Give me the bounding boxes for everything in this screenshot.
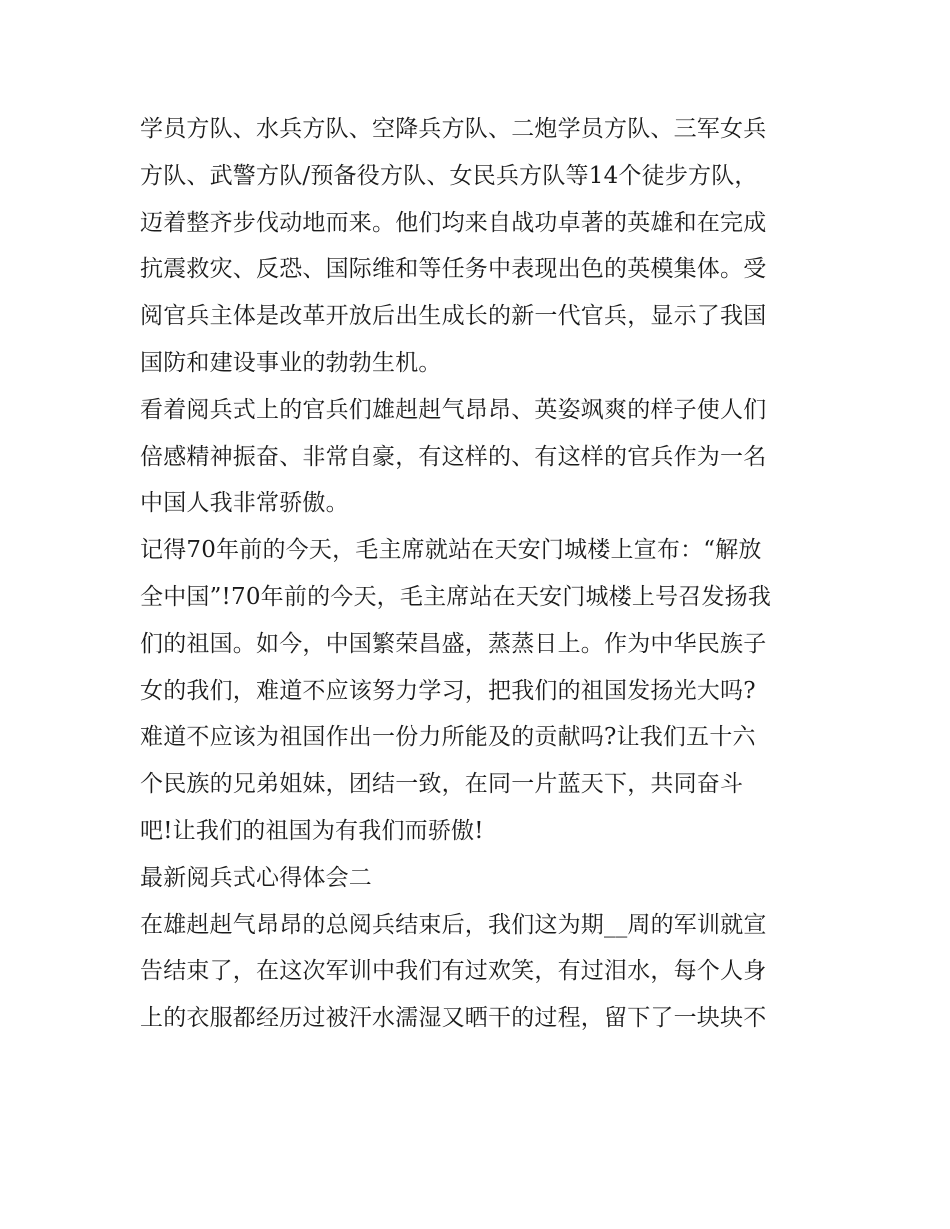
text-line: 告结束了，在这次军训中我们有过欢笑，有过泪水，每个人身	[140, 958, 767, 985]
text-line: 个民族的兄弟姐妹，团结一致，在同一片蓝天下，共同奋斗	[140, 771, 744, 798]
section-heading: 最新阅兵式心得体会二	[140, 864, 372, 891]
text-line: 在雄赳赳气昂昂的总阅兵结束后，我们这为期__周的军训就宣	[140, 911, 767, 938]
text-line: 女的我们，难道不应该努力学习，把我们的祖国发扬光大吗?	[140, 677, 756, 704]
text-line: 学员方队、水兵方队、空降兵方队、二炮学员方队、三军女兵	[140, 116, 767, 142]
text-line: 难道不应该为祖国作出一份力所能及的贡献吗?让我们五十六	[140, 724, 756, 751]
text-line: 全中国”!70年前的今天，毛主席站在天安门城楼上号召发扬我	[140, 583, 772, 610]
text-line: 方队、武警方队/预备役方队、女民兵方队等14个徒步方队，	[140, 162, 758, 189]
text-line: 看着阅兵式上的官兵们雄赳赳气昂昂、英姿飒爽的样子使人们	[140, 396, 767, 423]
text-line: 吧!让我们的祖国为有我们而骄傲!	[140, 817, 484, 844]
text-line: 们的祖国。如今，中国繁荣昌盛，蒸蒸日上。作为中华民族子	[140, 630, 767, 657]
text-line: 记得70年前的今天，毛主席就站在天安门城楼上宣布：“解放	[140, 537, 762, 564]
document-page	[140, 106, 820, 1042]
text-line: 倍感精神振奋、非常自豪，有这样的、有这样的官兵作为一名	[140, 443, 767, 470]
text-line: 迈着整齐步伐动地而来。他们均来自战功卓著的英雄和在完成	[140, 209, 767, 236]
text-line: 阅官兵主体是改革开放后出生成长的新一代官兵，显示了我国	[140, 303, 767, 330]
text-line: 抗震救灾、反恐、国际维和等任务中表现出色的英模集体。受	[140, 256, 767, 283]
text-line: 国防和建设事业的勃勃生机。	[140, 349, 442, 376]
text-line: 上的衣服都经历过被汗水濡湿又晒干的过程，留下了一块块不	[140, 1005, 767, 1032]
text-line: 中国人我非常骄傲。	[140, 490, 349, 517]
